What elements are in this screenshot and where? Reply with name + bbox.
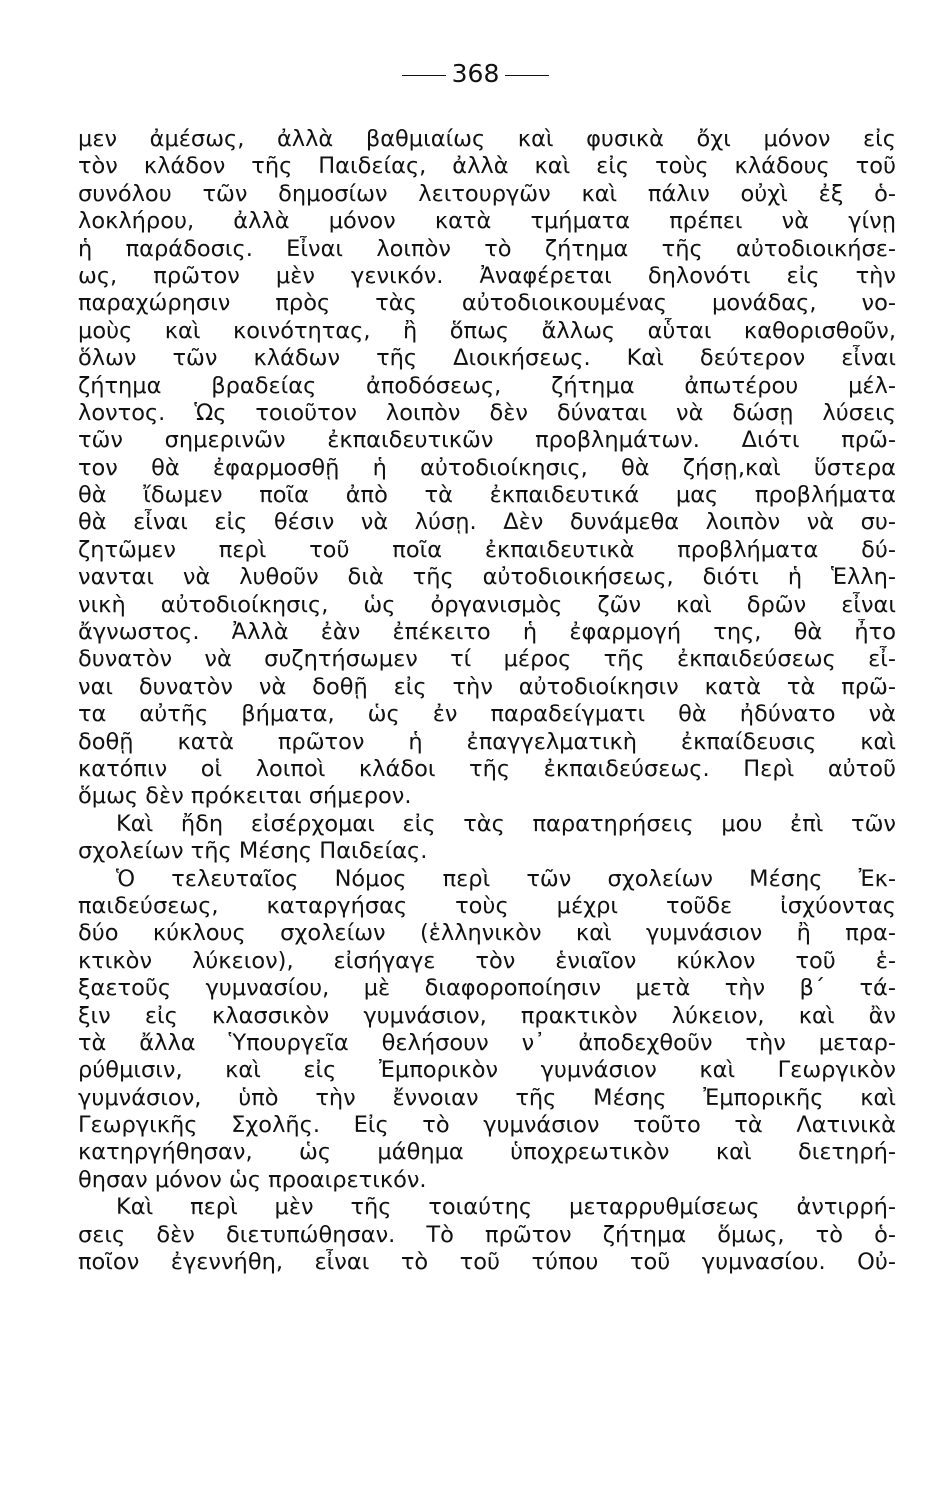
text-line: τῶν σημερινῶν ἐκπαιδευτικῶν προβλημάτων. Διότι πρῶ- (78, 427, 896, 454)
text-line: ζήτημα βραδείας ἀποδόσεως, ζήτημα ἀπωτέρου μέλ- (78, 372, 896, 399)
text-line: θὰ εἶναι εἰς θέσιν νὰ λύσῃ. Δὲν δυνάμεθα λοιπὸν νὰ συ- (78, 509, 896, 536)
text-line: παραχώρησιν πρὸς τὰς αὐτοδιοικουμένας μονάδας, νο- (78, 290, 896, 317)
text-line: ξιν εἰς κλασσικὸν γυμνάσιον, πρακτικὸν λύκειον, καὶ ἂν (78, 1002, 896, 1029)
page-number-dash-left (402, 75, 446, 76)
text-line: δυνατὸν νὰ συζητήσωμεν τί μέρος τῆς ἐκπαιδεύσεως εἶ- (78, 646, 896, 673)
text-line: τὰ ἄλλα Ὑπουργεῖα θελήσουν ν᾿ ἀποδεχθοῦν τὴν μεταρ- (78, 1029, 896, 1056)
text-line: τον θὰ ἐφαρμοσθῇ ἡ αὐτοδιοίκησις, θὰ ζήσῃ,καὶ ὕστερα (78, 454, 896, 481)
page-number-dash-right (505, 75, 549, 76)
text-line: θησαν μόνον ὡς προαιρετικόν. (78, 1166, 427, 1193)
text-line: νανται νὰ λυθοῦν διὰ τῆς αὐτοδιοικήσεως, διότι ἡ Ἑλλη- (78, 564, 896, 591)
text-line: λοντος. Ὡς τοιοῦτον λοιπὸν δὲν δύναται νὰ δώσῃ λύσεις (78, 399, 896, 426)
text-line: κατηργήθησαν, ὡς μάθημα ὑποχρεωτικὸν καὶ διετηρή- (78, 1139, 896, 1166)
text-line: τα αὐτῆς βήματα, ὡς ἐν παραδείγματι θὰ ἠδύνατο νὰ (78, 701, 896, 728)
text-line: ξαετοῦς γυμνασίου, μὲ διαφοροποίησιν μετὰ τὴν β΄ τά- (78, 975, 896, 1002)
text-line: ζητῶμεν περὶ τοῦ ποῖα ἐκπαιδευτικὰ προβλήματα δύ- (78, 536, 896, 563)
text-line: συνόλου τῶν δημοσίων λειτουργῶν καὶ πάλιν οὐχὶ ἐξ ὁ- (78, 180, 896, 207)
text-line: μεν ἀμέσως, ἀλλὰ βαθμιαίως καὶ φυσικὰ ὄχι μόνον εἰς (78, 126, 896, 152)
text-line: δοθῇ κατὰ πρῶτον ἡ ἐπαγγελματικὴ ἐκπαίδευσις καὶ (78, 728, 896, 755)
text-line: ὅλων τῶν κλάδων τῆς Διοικήσεως. Καὶ δεύτερον εἶναι (78, 345, 896, 372)
text-line: ἄγνωστος. Ἀλλὰ ἐὰν ἐπέκειτο ἡ ἐφαρμογή της, θὰ ἦτο (78, 619, 896, 646)
text-line: κτικὸν λύκειον), εἰσήγαγε τὸν ἑνιαῖον κύκλον τοῦ ἑ- (78, 947, 896, 974)
text-line: ποῖον ἐγεννήθη, εἶναι τὸ τοῦ τύπου τοῦ γυμνασίου. Οὐ- (78, 1249, 896, 1276)
text-line: σχολείων τῆς Μέσης Παιδείας. (78, 838, 428, 865)
text-line: παιδεύσεως, καταργήσας τοὺς μέχρι τοῦδε ἰσχύοντας (78, 892, 896, 919)
body-text (78, 126, 896, 1276)
text-line: Καὶ ἤδη εἰσέρχομαι εἰς τὰς παρατηρήσεις μου ἐπὶ τῶν (116, 810, 896, 837)
text-line: θὰ ἴδωμεν ποῖα ἀπὸ τὰ ἐκπαιδευτικά μας προβλήματα (78, 482, 896, 509)
text-line: λοκλήρου, ἀλλὰ μόνον κατὰ τμήματα πρέπει νὰ γίνῃ (78, 208, 896, 235)
text-line: ρύθμισιν, καὶ εἰς Ἐμπορικὸν γυμνάσιον καὶ Γεωργικὸν (78, 1057, 896, 1084)
text-line: ως, πρῶτον μὲν γενικόν. Ἀναφέρεται δηλονότι εἰς τὴν (78, 262, 896, 289)
text-line: τὸν κλάδον τῆς Παιδείας, ἀλλὰ καὶ εἰς τοὺς κλάδους τοῦ (78, 153, 896, 180)
text-line: γυμνάσιον, ὑπὸ τὴν ἔννοιαν τῆς Μέσης Ἐμπορικῆς καὶ (78, 1084, 896, 1111)
text-line: Καὶ περὶ μὲν τῆς τοιαύτης μεταρρυθμίσεως ἀντιρρή- (116, 1194, 896, 1221)
text-line: Ὁ τελευταῖος Νόμος περὶ τῶν σχολείων Μέσης Ἐκ- (116, 865, 896, 892)
page-number-text: 368 (451, 59, 500, 88)
text-line: κατόπιν οἱ λοιποὶ κλάδοι τῆς ἐκπαιδεύσεως. Περὶ αὐτοῦ (78, 755, 896, 782)
text-line: σεις δὲν διετυπώθησαν. Τὸ πρῶτον ζήτημα ὅμως, τὸ ὁ- (78, 1221, 896, 1248)
text-line: νικὴ αὐτοδιοίκησις, ὡς ὀργανισμὸς ζῶν καὶ δρῶν εἶναι (78, 591, 896, 618)
text-line: ἡ παράδοσις. Εἶναι λοιπὸν τὸ ζήτημα τῆς αὐτοδιοικήσε- (78, 235, 896, 262)
text-line: Γεωργικῆς Σχολῆς. Εἰς τὸ γυμνάσιον τοῦτο τὰ Λατινικὰ (78, 1112, 896, 1139)
text-line: ναι δυνατὸν νὰ δοθῇ εἰς τὴν αὐτοδιοίκησιν κατὰ τὰ πρῶ- (78, 673, 896, 700)
page-number (0, 58, 951, 90)
text-line: ὅμως δὲν πρόκειται σήμερον. (78, 783, 412, 810)
text-line: δύο κύκλους σχολείων (ἑλληνικὸν καὶ γυμνάσιον ἢ πρα- (78, 920, 896, 947)
text-line: μοὺς καὶ κοινότητας, ἢ ὅπως ἄλλως αὗται καθορισθοῦν, (78, 317, 896, 344)
